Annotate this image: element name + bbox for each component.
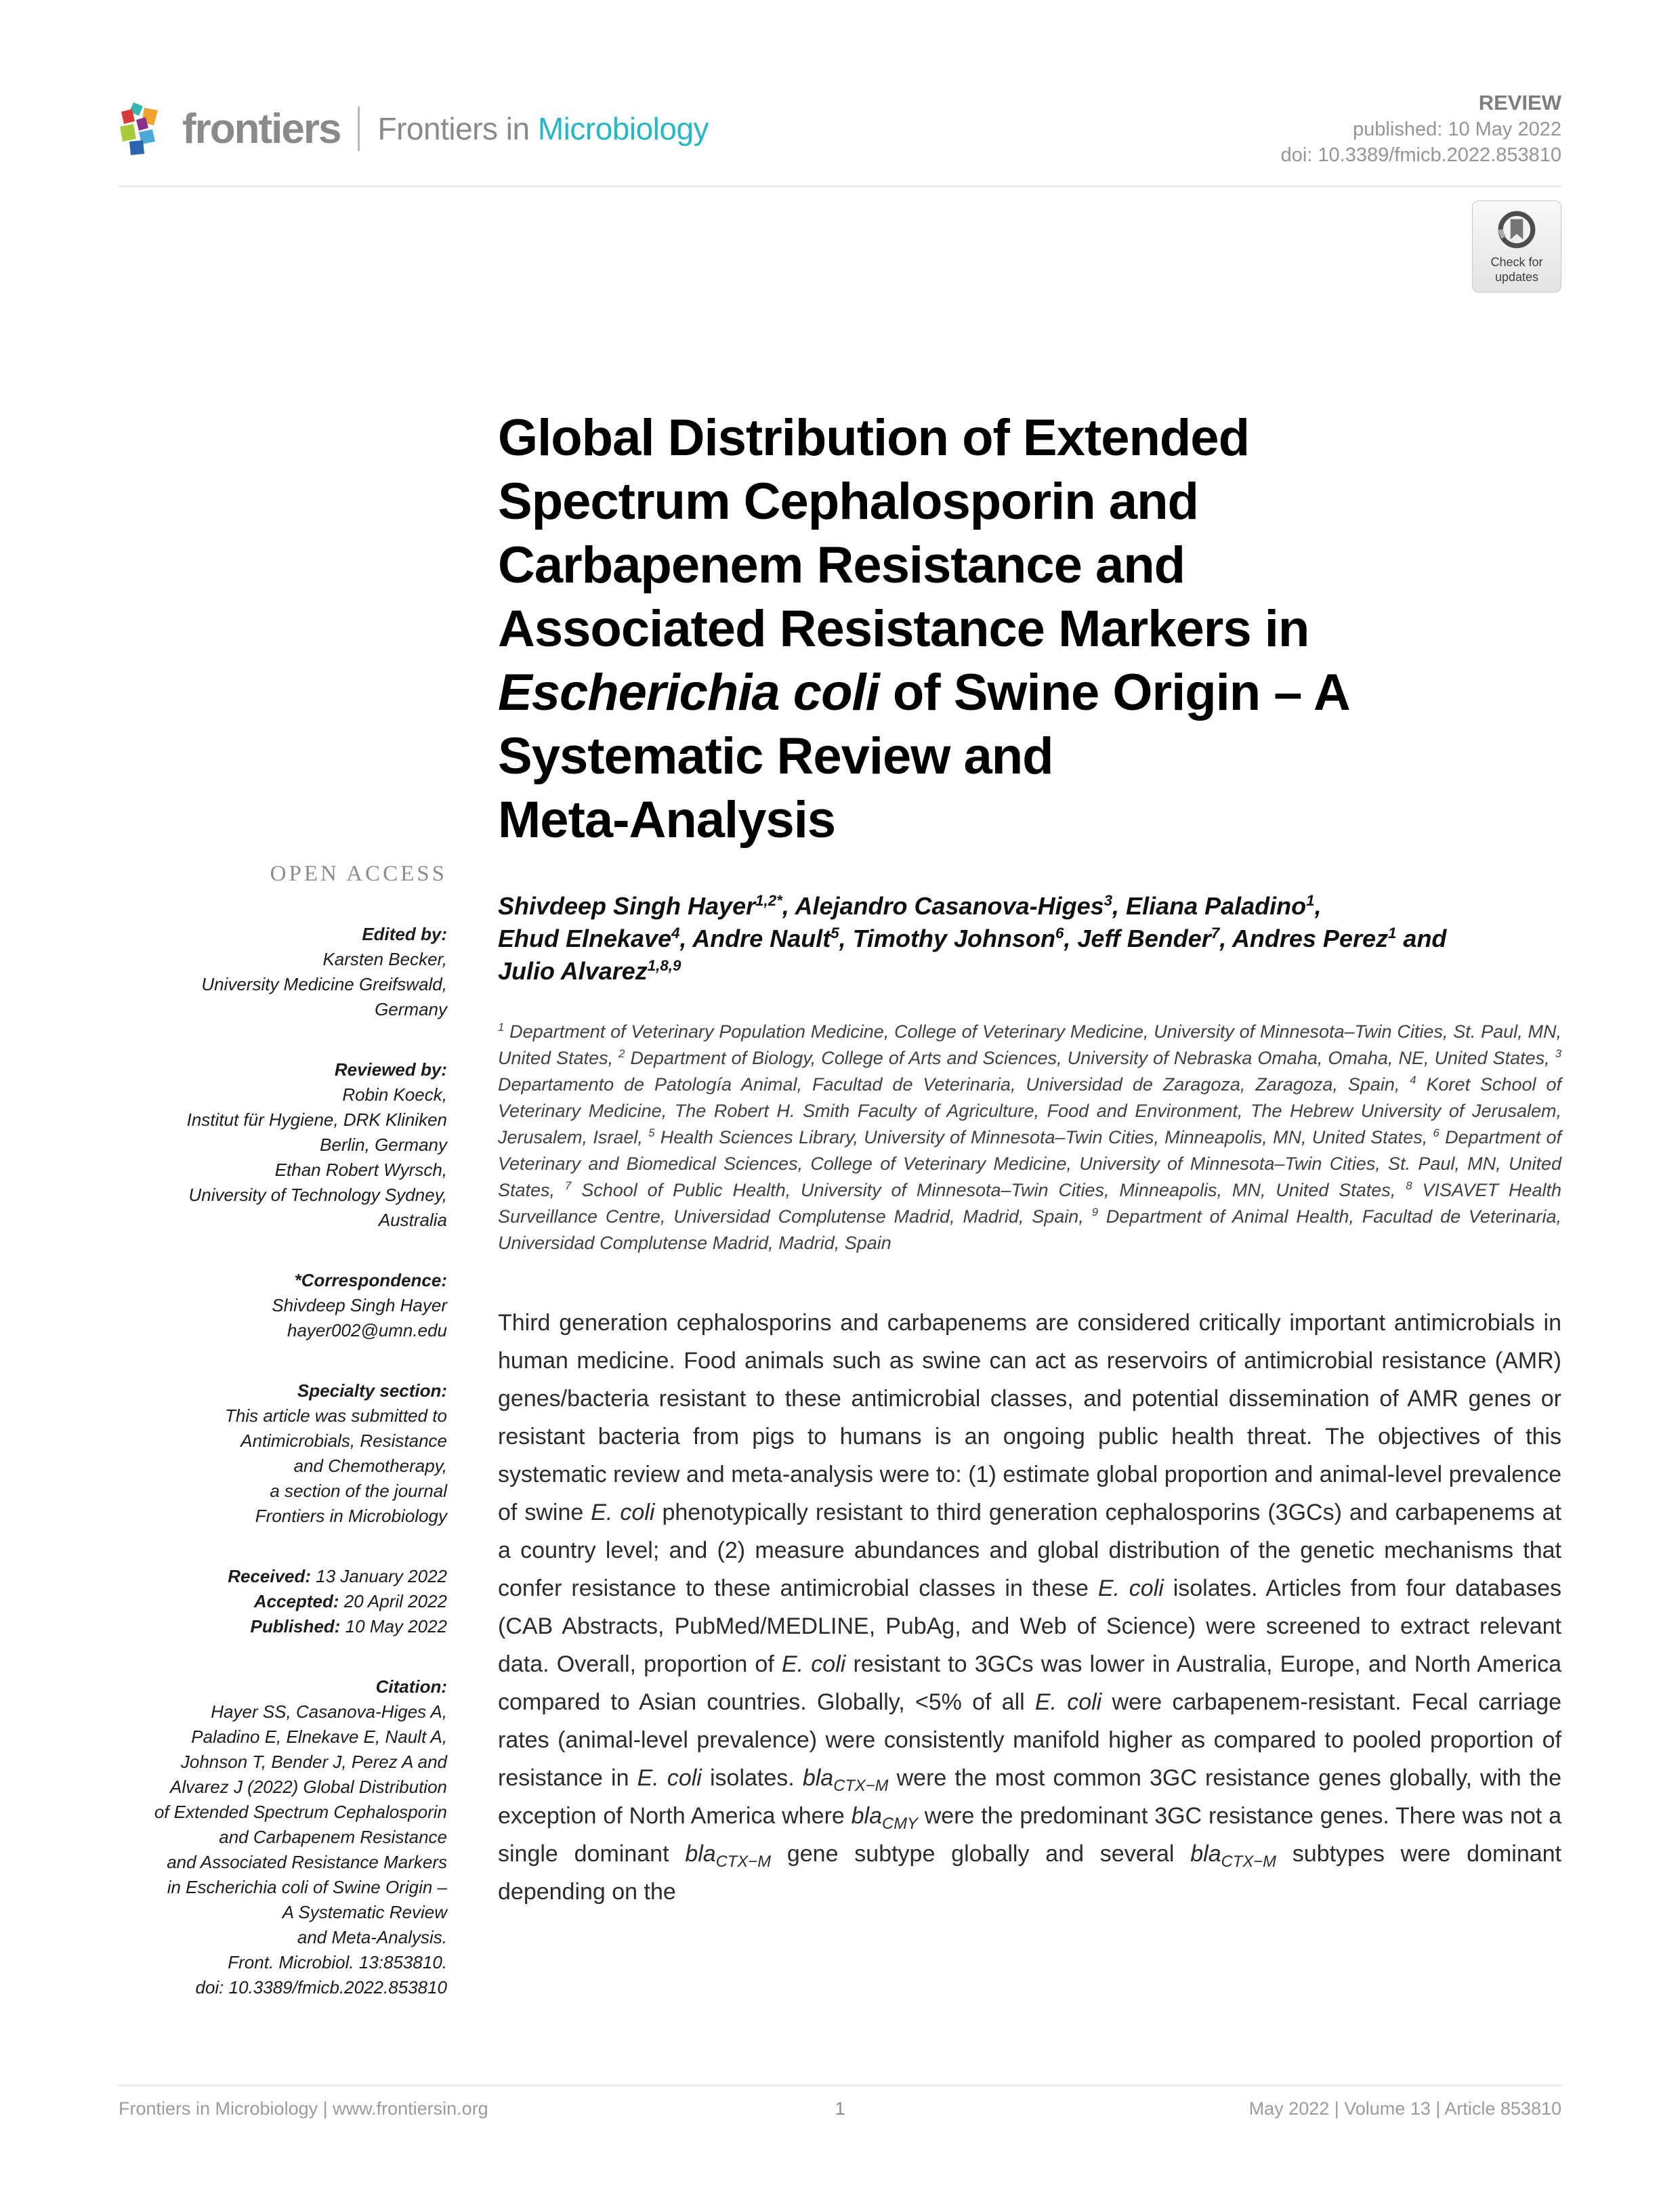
abstract-text: Third generation cephalosporins and carbapenems are considered critically important antimicrobials in human medicine. Food animals such as swine can act as reservoirs of antimicrobial resistance (AMR) genes/bacteria resistant to these antimicrobial classes, and potential dissemination of AMR genes or resistant bacteria from pigs to humans is an ongoing public health threat. The objectives of this systematic review and meta-analysis were to: (1) estimate global proportion and animal-level prevalence of swine E. coli phenotypically resistant to third generation cephalosporins (3GCs) and carbapenems at a country level; and (2) measure abundances and global distribution of the genetic mechanisms that confer resistance to these antimicrobial classes in these E. coli isolates. Articles from four databases (CAB Abstracts, PubMed/MEDLINE, PubAg, and Web of Science) were screened to extract relevant data. Overall, proportion of E. coli resistant to 3GCs was lower in Australia, Europe, and North America compared to Asian countries. Globally, <5% of all E. coli were carbapenem-resistant. Fecal carriage rates (animal-level prevalence) were consistently manifold higher as compared to pooled proportion of resistance in E. coli isolates. bla$_{CTX-M}$ were the most common 3GC resistance genes globally, with the exception of North America where bla$_{CMY}$ were the predominant 3GC resistance genes. There was not a single dominant bla$_{CTX-M}$ gene subtype globally and several bla$_{CTX-M}$ subtypes were dominant depending on the	[498, 1310, 1562, 1905]
footer-issue-info: May 2022 | Volume 13 | Article 853810	[1248, 2098, 1561, 2119]
text-line: Front. Microbiol. 13:853810.	[228, 1952, 447, 1972]
text-line: doi: 10.3389/fmicb.2022.853810	[195, 1977, 447, 1997]
text-line: Antimicrobials, Resistance	[240, 1431, 447, 1451]
journal-prefix: Frontiers in	[377, 111, 538, 146]
check-updates-label: Check for updates	[1490, 255, 1543, 284]
affiliations: $^1$ Department of Veterinary Population Medicine, College of Veterinary Medicine, University of Minnesota–Twin Cities, St. Paul, MN, United States, $^2$ Department of Biology, College of Arts and Sciences, University of Nebraska Omaha, Omaha, NE, United States, $^3$ Departamento de Patología Animal, Facultad de Veterinaria, Universidad de Zaragoza, Zaragoza, Spain, $^4$ Koret School of Veterinary Medicine, The Robert H. Smith Faculty of Agriculture, Food and Environment, The Hebrew University of Jerusalem, Jerusalem, Israel, $^5$ Health Sciences Library, University of Minnesota–Twin Cities, Minneapolis, MN, United States, $^6$ Department of Veterinary and Biomedical Sciences, College of Veterinary Medicine, University of Minnesota–Twin Cities, St. Paul, MN, United States, $^7$ School of Public Health, University of Minnesota–Twin Cities, Minneapolis, MN, United States, $^8$ VISAVET Health Surveillance Centre, Universidad Complutense Madrid, Madrid, Spain, $^9$ Department of Animal Health, Facultad de Veterinaria, Universidad Complutense Madrid, Madrid, Spain	[498, 1021, 1562, 1253]
text-line: Ehud Elnekave$^4$, Andre Nault$^5$, Timothy Johnson$^6$, Jeff Bender$^7$, Andres Perez$^1$ and	[498, 925, 1447, 952]
text-line: in Escherichia coli of Swine Origin –	[167, 1877, 447, 1897]
specialty-section-block	[119, 1378, 447, 1529]
specialty-section-label: Specialty section:	[297, 1380, 447, 1401]
citation-lines	[119, 1699, 447, 2000]
text-line: Received: 13 January 2022	[228, 1566, 447, 1586]
main-content	[119, 406, 1561, 2000]
article-column	[498, 406, 1561, 2000]
text-line: and Carbapenem Resistance	[219, 1827, 447, 1847]
text-line: A Systematic Review	[282, 1902, 447, 1922]
reviewed-by-label: Reviewed by:	[334, 1059, 447, 1080]
text-line: Meta-Analysis	[498, 791, 836, 849]
doi-text: doi: 10.3389/fmicb.2022.853810	[1280, 144, 1561, 166]
text-line: Johnson T, Bender J, Perez A and	[180, 1752, 447, 1772]
edited-by-lines	[119, 947, 447, 1022]
brand-divider	[358, 106, 360, 151]
text-line: This article was submitted to	[224, 1405, 447, 1426]
text-line: and Meta-Analysis.	[297, 1927, 447, 1947]
text-line: Spectrum Cephalosporin and	[498, 473, 1198, 530]
page-header	[119, 89, 1561, 168]
article-title	[498, 406, 1561, 852]
brand-wordmark: frontiers	[182, 105, 341, 152]
footer-journal-url: Frontiers in Microbiology | www.frontiersin.org	[119, 2098, 488, 2119]
correspondence-block	[119, 1268, 447, 1343]
history-dates-block	[119, 1564, 447, 1639]
text-line: Australia	[378, 1210, 447, 1230]
header-meta	[1281, 89, 1561, 168]
citation-block	[119, 1674, 447, 2000]
text-line: Karsten Becker,	[322, 949, 447, 969]
citation-label: Citation:	[375, 1676, 447, 1697]
journal-highlight: Microbiology	[537, 111, 709, 146]
frontiers-brand	[119, 100, 709, 158]
text-line: Frontiers in Microbiology	[255, 1506, 447, 1526]
text-line: Carbapenem Resistance and	[498, 536, 1185, 594]
correspondence-label: *Correspondence:	[294, 1270, 447, 1290]
text-line: Berlin, Germany	[320, 1135, 447, 1155]
text-line: Robin Koeck,	[342, 1084, 447, 1105]
frontiers-logo-icon	[119, 100, 169, 158]
check-updates-badge[interactable]	[1472, 200, 1561, 293]
history-dates-lines	[119, 1564, 447, 1639]
text-line: University Medicine Greifswald,	[201, 974, 447, 994]
text-line: and Associated Resistance Markers	[167, 1852, 447, 1872]
text-line: Institut für Hygiene, DRK Kliniken	[186, 1109, 447, 1130]
article-type-label: REVIEW	[1478, 91, 1561, 114]
journal-name	[377, 110, 709, 147]
edited-by-label: Edited by:	[362, 924, 447, 944]
header-divider-rule	[119, 186, 1561, 187]
published-date: published: 10 May 2022	[1353, 119, 1561, 140]
reviewed-by-block	[119, 1057, 447, 1233]
text-line: Systematic Review and	[498, 727, 1053, 785]
text-line: Ethan Robert Wyrsch,	[274, 1160, 447, 1180]
article-info-sidebar	[119, 406, 447, 2000]
text-line: Julio Alvarez$^{1,8,9}$	[498, 957, 681, 985]
text-line: Published: 10 May 2022	[250, 1616, 447, 1636]
text-line: University of Technology Sydney,	[188, 1185, 447, 1205]
text-line: of Extended Spectrum Cephalosporin	[154, 1802, 447, 1822]
correspondence-name: Shivdeep Singh Hayer	[272, 1295, 447, 1315]
page-footer	[119, 2098, 1561, 2119]
footer-divider-rule	[119, 2085, 1561, 2086]
text-line: a section of the journal	[270, 1481, 447, 1501]
edited-by-block	[119, 922, 447, 1022]
page-number: 1	[835, 2098, 845, 2119]
check-updates-icon	[1496, 209, 1538, 251]
open-access-label: OPEN ACCESS	[270, 862, 447, 886]
text-line: Hayer SS, Casanova-Higes A,	[211, 1701, 447, 1722]
text-line: and Chemotherapy,	[293, 1456, 447, 1476]
text-line: Shivdeep Singh Hayer$^{1,2*}$, Alejandro Casanova-Higes$^3$, Eliana Paladino$^1$,	[498, 892, 1322, 920]
text-line: Germany	[375, 999, 447, 1019]
text-line: Accepted: 20 April 2022	[253, 1591, 447, 1611]
text-line: Escherichia coli of Swine Origin – A	[498, 664, 1350, 721]
text-line: Paladino E, Elnekave E, Nault A,	[191, 1727, 447, 1747]
reviewed-by-lines	[119, 1082, 447, 1233]
specialty-section-lines	[119, 1403, 447, 1529]
correspondence-email[interactable]: hayer002@umn.edu	[287, 1320, 447, 1340]
text-line: Alvarez J (2022) Global Distribution	[170, 1777, 447, 1797]
author-list	[498, 890, 1561, 988]
text-line: Associated Resistance Markers in	[498, 600, 1309, 658]
text-line: Global Distribution of Extended	[498, 409, 1249, 467]
